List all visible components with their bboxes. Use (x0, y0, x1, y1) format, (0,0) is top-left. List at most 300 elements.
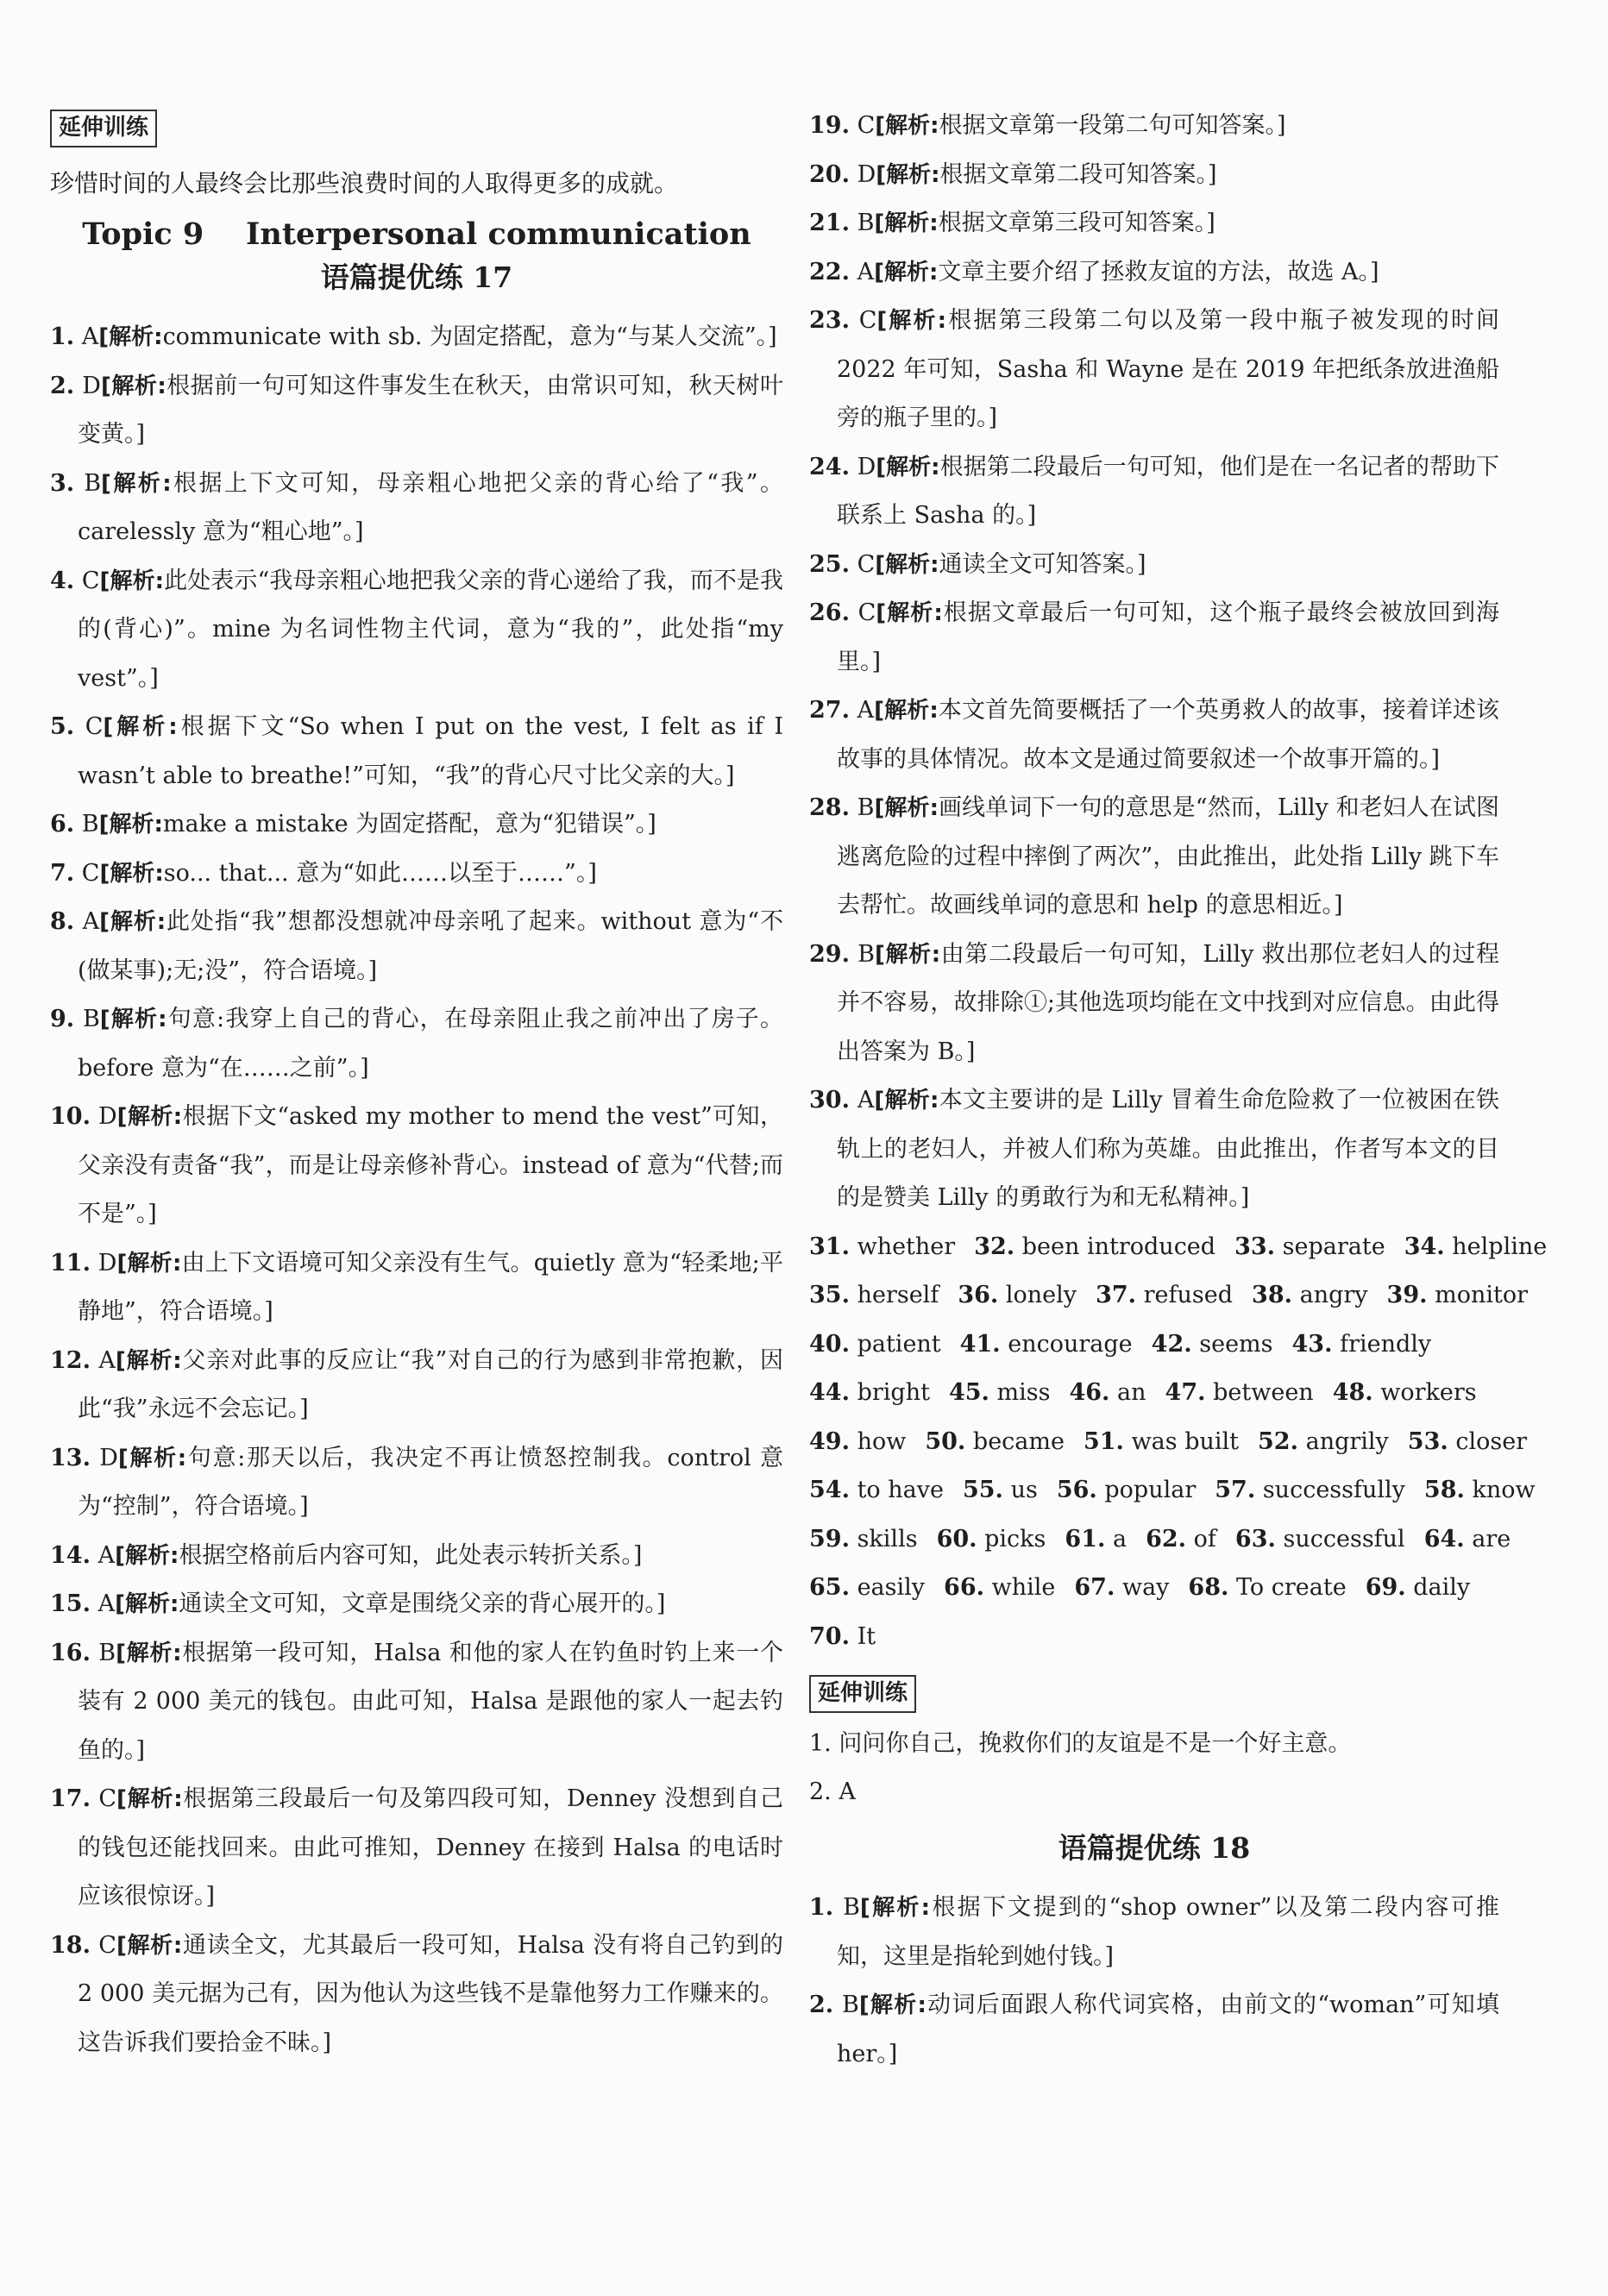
answer-item (50, 1922, 783, 2068)
answer-letter: B (81, 811, 99, 837)
answer-item (50, 313, 783, 362)
fill-answer (1408, 1418, 1527, 1467)
answer-letter: D (82, 372, 101, 399)
answer-item (809, 151, 1499, 200)
analysis-text: 文章主要介绍了拯救友谊的方法，故选 A。] (938, 258, 1379, 285)
answer-item (50, 703, 783, 800)
item-number: 31. (809, 1233, 850, 1260)
item-number: 18. (50, 1931, 91, 1959)
answer-letter: C (857, 550, 876, 578)
analysis-tag: [解析: (116, 1104, 183, 1130)
item-number: 17. (50, 1785, 91, 1812)
answer-word: seems (1199, 1330, 1273, 1358)
analysis-tag: [解析: (99, 909, 166, 935)
answer-word: encourage (1008, 1330, 1133, 1358)
right-column (809, 102, 1548, 2079)
answer-letter: A (81, 323, 99, 350)
answer-letter: C (85, 713, 104, 740)
section-title: 语篇提优练 18 (1058, 1831, 1251, 1865)
section-title: 语篇提优练 17 (320, 260, 513, 294)
item-number: 10. (50, 1103, 91, 1130)
fill-answer (1069, 1369, 1146, 1418)
answer-letter: B (857, 940, 876, 968)
analysis-tag: [解析: (116, 1932, 183, 1959)
analysis-text: 根据上下文可知，母亲粗心地把父亲的背心给了“我”。carelessly 意为“粗心地”。] (78, 469, 783, 545)
answer-letter: C (98, 1931, 116, 1959)
analysis-text: 通读全文，尤其最后一段可知，Halsa 没有将自己钓到的 2 000 美元据为己有，因为他认为这些钱不是靠他努力工作赚来的。这告诉我们要拾金不昧。] (78, 1931, 783, 2056)
answer-letter: A (98, 1346, 116, 1374)
analysis-text: 根据下文“asked my mother to mend the vest”可知，父亲没有责备“我”，而是让母亲修补背心。instead of 意为“代替;而不是”。] (78, 1103, 783, 1227)
fill-answer (809, 1613, 876, 1662)
fill-answer (809, 1369, 930, 1418)
item-number: 29. (809, 940, 850, 968)
fill-row (809, 1564, 1499, 1613)
answer-list (809, 1884, 1499, 2079)
item-number: 38. (1252, 1282, 1293, 1308)
fill-answer (1292, 1321, 1432, 1370)
answer-item (809, 687, 1499, 784)
answer-letter: C (98, 1785, 117, 1812)
fill-row (809, 1223, 1548, 1272)
fill-answer (1152, 1321, 1273, 1370)
answer-item (50, 850, 783, 899)
fill-answer (1234, 1223, 1385, 1272)
answer-letter: A (82, 908, 100, 935)
answer-word: an (1117, 1379, 1146, 1406)
item-number: 62. (1146, 1525, 1187, 1553)
analysis-tag: [解析: (875, 551, 939, 578)
item-number: 2. (50, 372, 75, 399)
answer-item (809, 297, 1499, 443)
fill-answer (963, 1466, 1038, 1515)
answer-letter: B (857, 210, 875, 236)
fill-row (809, 1418, 1528, 1467)
analysis-text: 父亲对此事的反应让“我”对自己的行为感到非常抱歉，因此“我”永远不会忘记。] (78, 1346, 784, 1422)
item-number: 60. (936, 1525, 977, 1553)
item-number: 51. (1083, 1427, 1124, 1455)
item-number: 47. (1165, 1379, 1206, 1406)
item-number: 43. (1291, 1330, 1333, 1358)
item-number: 56. (1056, 1477, 1097, 1503)
answer-word: bright (857, 1379, 930, 1406)
analysis-tag: [解析: (874, 795, 939, 821)
item-number: 67. (1074, 1574, 1115, 1601)
answer-word: miss (996, 1379, 1051, 1406)
item-number: 30. (809, 1087, 850, 1113)
answer-item (809, 541, 1499, 590)
item-number: 34. (1404, 1233, 1445, 1260)
fill-answer (1424, 1515, 1511, 1565)
fill-answer (958, 1271, 1077, 1321)
item-number: 5. (50, 713, 75, 740)
answer-word: way (1121, 1574, 1170, 1601)
analysis-tag: [解析: (116, 1640, 182, 1666)
topic-title: Topic 9 Interpersonal communication (82, 216, 751, 252)
answer-word: It (857, 1622, 876, 1650)
answer-word: of (1193, 1525, 1216, 1553)
answer-letter: C (858, 307, 877, 334)
analysis-text: 根据第三段第二句以及第一段中瓶子被发现的时间 2022 年可知，Sasha 和 Wayne 是在 2019 年把纸条放进渔船旁的瓶子里的。] (837, 307, 1499, 431)
analysis-text: 句意:我穿上自己的背心，在母亲阻止我之前冲出了房子。before 意为“在……之前”。] (78, 1006, 783, 1082)
extension-label: 延伸训练 (50, 110, 157, 147)
analysis-tag: [解析: (874, 1088, 939, 1113)
item-number: 6. (50, 811, 75, 837)
answer-word: skills (857, 1525, 918, 1553)
item-number: 55. (962, 1477, 1003, 1503)
fill-answer (1258, 1418, 1389, 1467)
item-number: 59. (809, 1525, 850, 1553)
answer-letter: C (81, 567, 100, 594)
answer-letter: D (857, 160, 876, 188)
fill-answer (1188, 1564, 1346, 1613)
answer-item (50, 1337, 783, 1434)
answer-item (809, 1076, 1499, 1223)
answer-item (809, 931, 1499, 1077)
item-number: 2. (809, 1992, 834, 2018)
answer-word: separate (1282, 1233, 1385, 1260)
fill-row (809, 1321, 1499, 1370)
fill-answer (944, 1564, 1055, 1613)
answer-letter: C (81, 859, 100, 887)
answer-word: know (1472, 1477, 1536, 1503)
fill-answer (809, 1564, 925, 1613)
analysis-text: so... that... 意为“如此……以至于……”。] (163, 859, 597, 887)
analysis-text: communicate with sb. 为固定搭配，意为“与某人交流”。] (162, 323, 777, 350)
analysis-text: 此处指“我”想都没想就冲母亲吼了起来。without 意为“不(做某事);无;没”，符合语境。] (78, 908, 784, 984)
item-number: 61. (1065, 1525, 1106, 1553)
item-number: 16. (50, 1639, 91, 1666)
answer-word: easily (857, 1574, 926, 1601)
fill-answer (1252, 1271, 1368, 1321)
analysis-tag: [解析: (876, 454, 940, 480)
answer-word: lonely (1005, 1282, 1077, 1308)
fill-answer (1096, 1271, 1233, 1321)
answer-item (50, 995, 783, 1093)
analysis-tag: [解析: (116, 1250, 182, 1277)
fill-answer (1387, 1271, 1528, 1321)
analysis-tag: [解析: (876, 161, 940, 188)
answer-item (809, 784, 1499, 931)
item-number: 26. (809, 599, 850, 626)
answer-word: us (1010, 1477, 1038, 1503)
answer-letter: C (857, 599, 876, 626)
answer-word: was built (1131, 1427, 1240, 1455)
item-number: 39. (1386, 1282, 1428, 1308)
analysis-text: 根据文章第三段可知答案。] (938, 210, 1215, 236)
analysis-tag: [解析: (874, 259, 939, 285)
fill-answer (1065, 1515, 1127, 1565)
answer-word: between (1213, 1379, 1314, 1406)
fill-answer (949, 1369, 1051, 1418)
item-number: 32. (974, 1233, 1015, 1260)
analysis-text: 根据文章第一段第二句可知答案。] (939, 112, 1286, 139)
analysis-text: 通读全文可知，文章是围绕父亲的背心展开的。] (179, 1590, 666, 1617)
answer-letter: B (84, 469, 102, 497)
answer-letter: D (99, 1444, 118, 1471)
item-number: 14. (50, 1541, 91, 1569)
analysis-text: 根据文章最后一句可知，这个瓶子最终会被放回到海里。] (837, 599, 1500, 675)
answer-word: workers (1380, 1379, 1477, 1406)
extension-answer: 1. 问问你自己，挽救你们的友谊是不是一个好主意。 (809, 1730, 1352, 1757)
analysis-text: 根据下文提到的“shop owner”以及第二段内容可推知，这里是指轮到她付钱。] (837, 1894, 1499, 1970)
fill-answer (1057, 1466, 1196, 1515)
item-number: 27. (809, 697, 850, 724)
item-number: 13. (50, 1444, 91, 1471)
analysis-tag: [解析: (99, 860, 164, 887)
answer-letter: B (842, 1992, 859, 2018)
answer-word: to have (857, 1477, 944, 1503)
item-number: 64. (1423, 1525, 1465, 1553)
fill-row (809, 1515, 1511, 1565)
analysis-text: 根据第二段最后一句可知，他们是在一名记者的帮助下联系上 Sasha 的。] (837, 453, 1500, 529)
analysis-tag: [解析: (117, 1445, 187, 1471)
answer-word: a (1112, 1525, 1127, 1553)
fill-row (809, 1613, 1499, 1662)
answer-item (50, 1580, 783, 1629)
answer-letter: D (97, 1103, 117, 1130)
answer-item (809, 199, 1499, 248)
item-number: 22. (809, 258, 850, 285)
answer-list (809, 102, 1499, 1223)
fill-answer (1366, 1564, 1470, 1613)
item-number: 19. (809, 112, 850, 139)
analysis-tag: [解析: (875, 113, 939, 139)
answer-word: successful (1283, 1525, 1405, 1553)
item-number: 23. (809, 307, 850, 334)
analysis-text: 通读全文可知答案。] (939, 550, 1146, 578)
item-number: 57. (1215, 1477, 1256, 1503)
answer-letter: A (857, 697, 875, 724)
item-number: 36. (958, 1282, 999, 1308)
analysis-tag: [解析: (876, 600, 943, 626)
answer-letter: A (857, 258, 875, 285)
item-number: 1. (50, 323, 75, 350)
item-number: 65. (809, 1574, 850, 1601)
answer-item (50, 1629, 783, 1776)
item-number: 54. (809, 1477, 850, 1503)
item-number: 15. (50, 1590, 91, 1617)
answer-item (50, 800, 783, 850)
answer-word: friendly (1340, 1330, 1432, 1358)
item-number: 3. (50, 469, 75, 497)
fill-answer (809, 1321, 941, 1370)
answer-word: patient (857, 1330, 941, 1358)
item-number: 44. (809, 1379, 850, 1406)
answer-letter: B (82, 1006, 100, 1032)
answer-item (809, 1981, 1499, 2079)
item-number: 70. (809, 1622, 850, 1650)
analysis-text: 本文主要讲的是 Lilly 冒着生命危险救了一位被困在铁轨上的老妇人，并被人们称为英雄。由此推出，作者写本文的目的是赞美 Lilly 的勇敢行为和无私精神。] (837, 1087, 1499, 1211)
analysis-tag: [解析: (103, 714, 178, 740)
answer-word: daily (1413, 1574, 1471, 1601)
analysis-tag: [解析: (115, 1347, 182, 1374)
answer-item (50, 1239, 783, 1337)
answer-letter: A (97, 1541, 116, 1569)
answer-letter: D (97, 1249, 117, 1277)
analysis-text: 根据下文“So when I put on the vest, I felt as if I wasn’t able to breathe!”可知，“我”的背心尺寸比父亲的大。] (78, 713, 783, 789)
answer-item (50, 362, 783, 460)
answer-word: To create (1236, 1574, 1347, 1601)
answer-letter: A (97, 1590, 116, 1617)
answer-item (50, 557, 783, 704)
extension-answer: 2. A (809, 1778, 856, 1805)
item-number: 37. (1096, 1282, 1137, 1308)
analysis-tag: [解析: (115, 1542, 179, 1569)
item-number: 49. (809, 1427, 850, 1455)
analysis-tag: [解析: (858, 1992, 926, 2018)
item-number: 24. (809, 453, 850, 480)
item-number: 58. (1423, 1477, 1465, 1503)
answer-word: angry (1299, 1282, 1368, 1308)
analysis-text: 句意:那天以后，我决定不再让愤怒控制我。control 意为“控制”，符合语境。] (78, 1444, 784, 1520)
fill-row (809, 1369, 1499, 1418)
item-number: 50. (925, 1427, 966, 1455)
answer-item (809, 1884, 1499, 1981)
answer-item (50, 898, 783, 995)
fill-answer (1084, 1418, 1239, 1467)
fill-row (809, 1271, 1529, 1321)
item-number: 35. (809, 1282, 850, 1308)
answer-word: been introduced (1021, 1233, 1216, 1260)
fill-row (809, 1466, 1536, 1515)
answer-item (50, 460, 783, 557)
answer-word: popular (1104, 1477, 1197, 1503)
fill-answer (1333, 1369, 1477, 1418)
answer-item (50, 1093, 783, 1239)
answer-word: refused (1143, 1282, 1234, 1308)
item-number: 68. (1188, 1574, 1229, 1601)
extension-sentence: 珍惜时间的人最终会比那些浪费时间的人取得更多的成就。 (50, 169, 679, 198)
analysis-text: 动词后面跟人称代词宾格，由前文的“woman”可知填 her。] (837, 1992, 1500, 2067)
fill-answer (1165, 1369, 1314, 1418)
answer-item (809, 102, 1499, 151)
fill-answer (1146, 1515, 1216, 1565)
answer-word: are (1472, 1525, 1511, 1553)
answer-item (809, 589, 1499, 687)
analysis-text: 根据第一段可知，Halsa 和他的家人在钓鱼时钓上来一个装有 2 000 美元的钱包。由此可知，Halsa 是跟他的家人一起去钓鱼的。] (78, 1639, 783, 1764)
item-number: 12. (50, 1346, 91, 1374)
fill-answer (809, 1418, 906, 1467)
answer-letter: D (857, 453, 876, 480)
answer-word: how (857, 1427, 907, 1455)
item-number: 21. (809, 210, 850, 236)
answer-word: herself (857, 1282, 939, 1308)
answer-item (50, 1775, 783, 1922)
item-number: 7. (50, 859, 75, 887)
analysis-text: 本文首先简要概括了一个英勇救人的故事，接着详述该故事的具体情况。故本文是通过简要叙述一个故事开篇的。] (837, 697, 1500, 773)
answer-word: successfully (1262, 1477, 1405, 1503)
item-number: 63. (1234, 1525, 1276, 1553)
fill-answer (974, 1223, 1215, 1272)
item-number: 8. (50, 908, 75, 935)
analysis-tag: [解析: (98, 324, 163, 350)
item-number: 45. (948, 1379, 989, 1406)
item-number: 33. (1234, 1233, 1276, 1260)
answer-word: helpline (1452, 1233, 1548, 1260)
analysis-text: 由第二段最后一句可知，Lilly 救出那位老妇人的过程并不容易，故排除①;其他选项均能在文中找到对应信息。由此得出答案为 B。] (837, 940, 1500, 1065)
fill-answer (809, 1223, 955, 1272)
item-number: 1. (809, 1894, 834, 1921)
analysis-text: 由上下文语境可知父亲没有生气。quietly 意为“轻柔地;平静地”，符合语境。] (78, 1249, 783, 1325)
answer-letter: B (857, 794, 875, 821)
answer-letter: C (857, 112, 876, 139)
item-number: 20. (809, 160, 850, 188)
answer-item (50, 1532, 783, 1581)
fill-answer (1404, 1223, 1548, 1272)
item-number: 25. (809, 550, 850, 578)
answer-list (50, 313, 783, 2067)
analysis-tag: [解析: (99, 1007, 167, 1032)
fill-answer (809, 1271, 939, 1321)
answer-word: whether (857, 1233, 956, 1260)
item-number: 48. (1332, 1379, 1373, 1406)
analysis-tag: [解析: (98, 812, 163, 837)
analysis-tag: [解析: (859, 1895, 931, 1921)
item-number: 69. (1365, 1574, 1406, 1601)
fill-blank-answers (809, 1223, 1548, 1662)
item-number: 4. (50, 567, 75, 594)
answer-word: monitor (1435, 1282, 1529, 1308)
fill-answer (1215, 1466, 1405, 1515)
item-number: 11. (50, 1249, 91, 1277)
answer-item (809, 248, 1499, 298)
analysis-tag: [解析: (874, 210, 939, 236)
fill-answer (809, 1515, 918, 1565)
analysis-tag: [解析: (101, 470, 172, 497)
answer-word: while (991, 1574, 1056, 1601)
answer-letter: A (857, 1087, 875, 1113)
analysis-tag: [解析: (116, 1786, 183, 1812)
analysis-text: 根据空格前后内容可知，此处表示转折关系。] (179, 1541, 643, 1569)
fill-answer (960, 1321, 1133, 1370)
answer-word: closer (1455, 1427, 1528, 1455)
analysis-text: 画线单词下一句的意思是“然而，Lilly 和老妇人在试图逃离危险的过程中摔倒了两次”，由此推出，此处指 Lilly 跳下车去帮忙。故画线单词的意思和 help 的意思相近。] (837, 794, 1499, 919)
answer-word: angrily (1305, 1427, 1389, 1455)
analysis-tag: [解析: (115, 1591, 179, 1617)
answer-item (809, 443, 1499, 541)
answer-word: picks (984, 1525, 1046, 1553)
analysis-tag: [解析: (874, 698, 939, 724)
answer-letter: B (98, 1639, 116, 1666)
analysis-text: 根据文章第二段可知答案。] (939, 160, 1217, 188)
extension-label: 延伸训练 (809, 1675, 916, 1713)
item-number: 66. (944, 1574, 985, 1601)
item-number: 28. (809, 794, 850, 821)
item-number: 53. (1407, 1427, 1448, 1455)
answer-item (50, 1434, 783, 1532)
analysis-tag: [解析: (876, 308, 947, 334)
item-number: 41. (959, 1330, 1001, 1358)
analysis-text: 此处表示“我母亲粗心地把我父亲的背心递给了我，而不是我的(背心)”。mine 为名词性物主代词，意为“我的”，此处指“my vest”。] (78, 567, 784, 692)
fill-answer (1235, 1515, 1405, 1565)
fill-answer (1424, 1466, 1536, 1515)
fill-answer (809, 1466, 944, 1515)
fill-answer (925, 1418, 1065, 1467)
fill-answer (1074, 1564, 1169, 1613)
item-number: 52. (1258, 1427, 1298, 1455)
item-number: 46. (1069, 1379, 1110, 1406)
analysis-text: make a mistake 为固定搭配，意为“犯错误”。] (162, 811, 656, 837)
analysis-tag: [解析: (875, 941, 941, 968)
analysis-tag: [解析: (99, 568, 165, 594)
analysis-tag: [解析: (100, 373, 166, 399)
answer-letter: B (843, 1894, 860, 1921)
left-column (50, 108, 783, 2067)
item-number: 40. (809, 1330, 850, 1358)
answer-word: became (972, 1427, 1065, 1455)
analysis-text: 根据第三段最后一句及第四段可知，Denney 没想到自己的钱包还能找回来。由此可推知，Denney 在接到 Halsa 的电话时应该很惊讶。] (78, 1785, 784, 1910)
fill-answer (937, 1515, 1046, 1565)
